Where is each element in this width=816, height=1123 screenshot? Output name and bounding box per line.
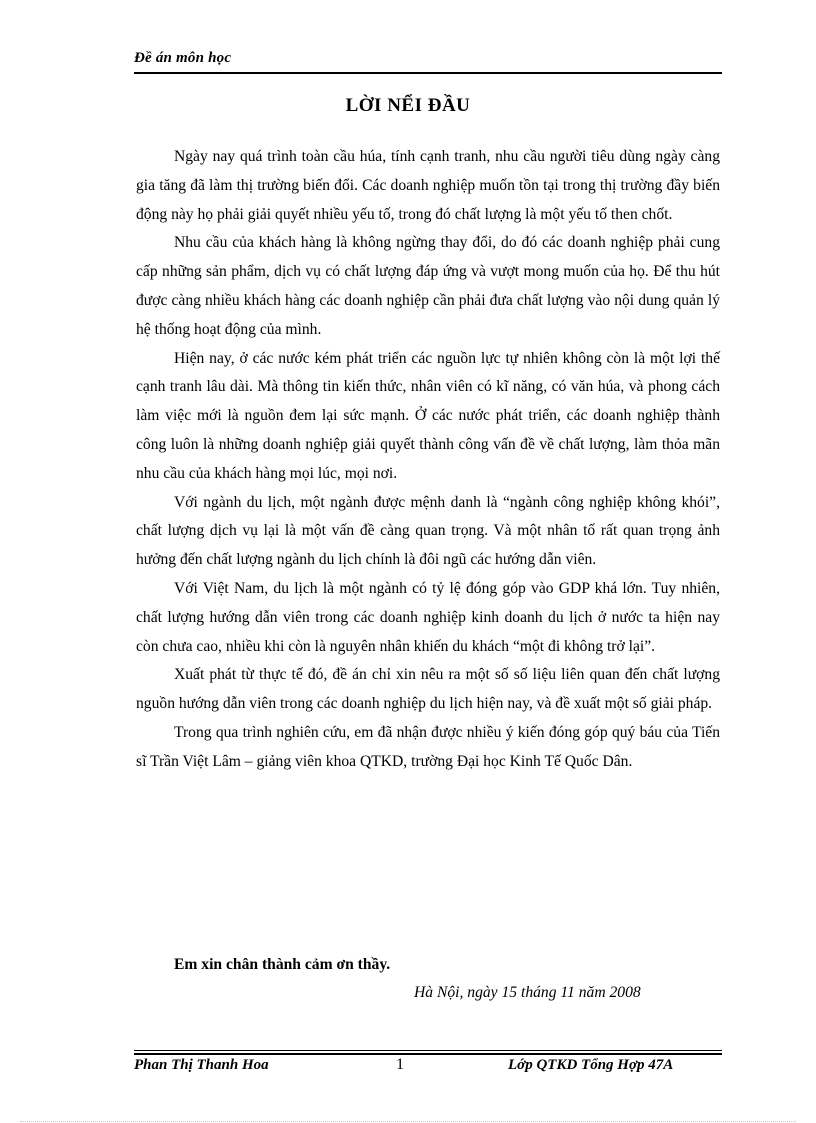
paragraph: Hiện nay, ở các nước kém phát triển các nguồn lực tự nhiên không còn là một lợi thế cạnh tranh lâu dài. Mà thông tin kiến thức, nhân viên có kĩ năng, có văn húa, và phong cách làm việc mới là nguồn đem lại sức mạnh. Ở các nước phát triển, các doanh nghiệp thành công luôn là những doanh nghiệp giải quyết thành công vấn đề về chất lượng, làm thỏa mãn nhu cầu của khách hàng mọi lúc, mọi nơi. <box>136 349 720 482</box>
paragraph: Với ngành du lịch, một ngành được mệnh danh là “ngành công nghiệp không khói”, chất lượng dịch vụ lại là một vấn đề càng quan trọng. Và một nhân tố rất quan trọng ảnh hưởng đến chất lượng ngành du lịch chính là đôi ngũ các hướng dẫn viên. <box>136 493 720 569</box>
page-edge-divider <box>20 1121 796 1122</box>
paragraph: Xuất phát từ thực tế đó, đề án chỉ xin nêu ra một số số liệu liên quan đến chất lượng nguồn hướng dẫn viên trong các doanh nghiệp du lịch hiện nay, và đề xuất một số giải pháp. <box>136 666 720 713</box>
page-header <box>134 48 722 74</box>
page-title: LỜI NỂI ĐẦU <box>345 95 471 116</box>
footer-page-number: 1 <box>396 1056 404 1073</box>
paragraph: Ngày nay quá trình toàn cầu húa, tính cạnh tranh, nhu cầu người tiêu dùng ngày càng gia tăng đã làm thị trường biến đổi. Các doanh nghiệp muốn tồn tại trong thị trường đầy biến động này họ phải giải quyết nhiều yếu tố, trong đó chất lượng là một yếu tố then chốt. <box>136 148 720 223</box>
paragraph: Nhu cầu của khách hàng là không ngừng thay đổi, do đó các doanh nghiệp phải cung cấp những sản phẩm, dịch vụ có chất lượng đáp ứng và vượt mong muốn của họ. Để thu hút được càng nhiều khách hàng các doanh nghiệp cần phải đưa chất lượng vào nội dung quản lý hệ thống hoạt động của mình. <box>136 234 720 338</box>
footer-author: Phan Thị Thanh Hoa <box>134 1057 269 1073</box>
header-title: Đề án môn học <box>134 50 232 66</box>
footer-divider <box>134 1053 722 1055</box>
dateline: Hà Nội, ngày 15 tháng 11 năm 2008 <box>414 984 641 1001</box>
footer-divider <box>134 1050 722 1051</box>
footer-class-label: Lớp QTKD Tổng Hợp 47A <box>508 1057 674 1073</box>
thanks-line: Em xin chân thành cảm ơn thầy. <box>174 956 391 973</box>
body-text <box>136 143 720 777</box>
paragraph: Với Việt Nam, du lịch là một ngành có tỷ lệ đóng góp vào GDP khá lớn. Tuy nhiên, chất lượng hướng dẫn viên trong các doanh nghiệp kinh doanh du lịch ở nước ta hiện nay còn chưa cao, nhiều khi còn là nguyên nhân khiến du khách “một đi không trở lại”. <box>136 579 720 655</box>
paragraph: Trong qua trình nghiên cứu, em đã nhận được nhiều ý kiến đóng góp quý báu của Tiến sĩ Trần Việt Lâm – giảng viên khoa QTKD, trường Đại học Kinh Tế Quốc Dân. <box>136 723 720 770</box>
